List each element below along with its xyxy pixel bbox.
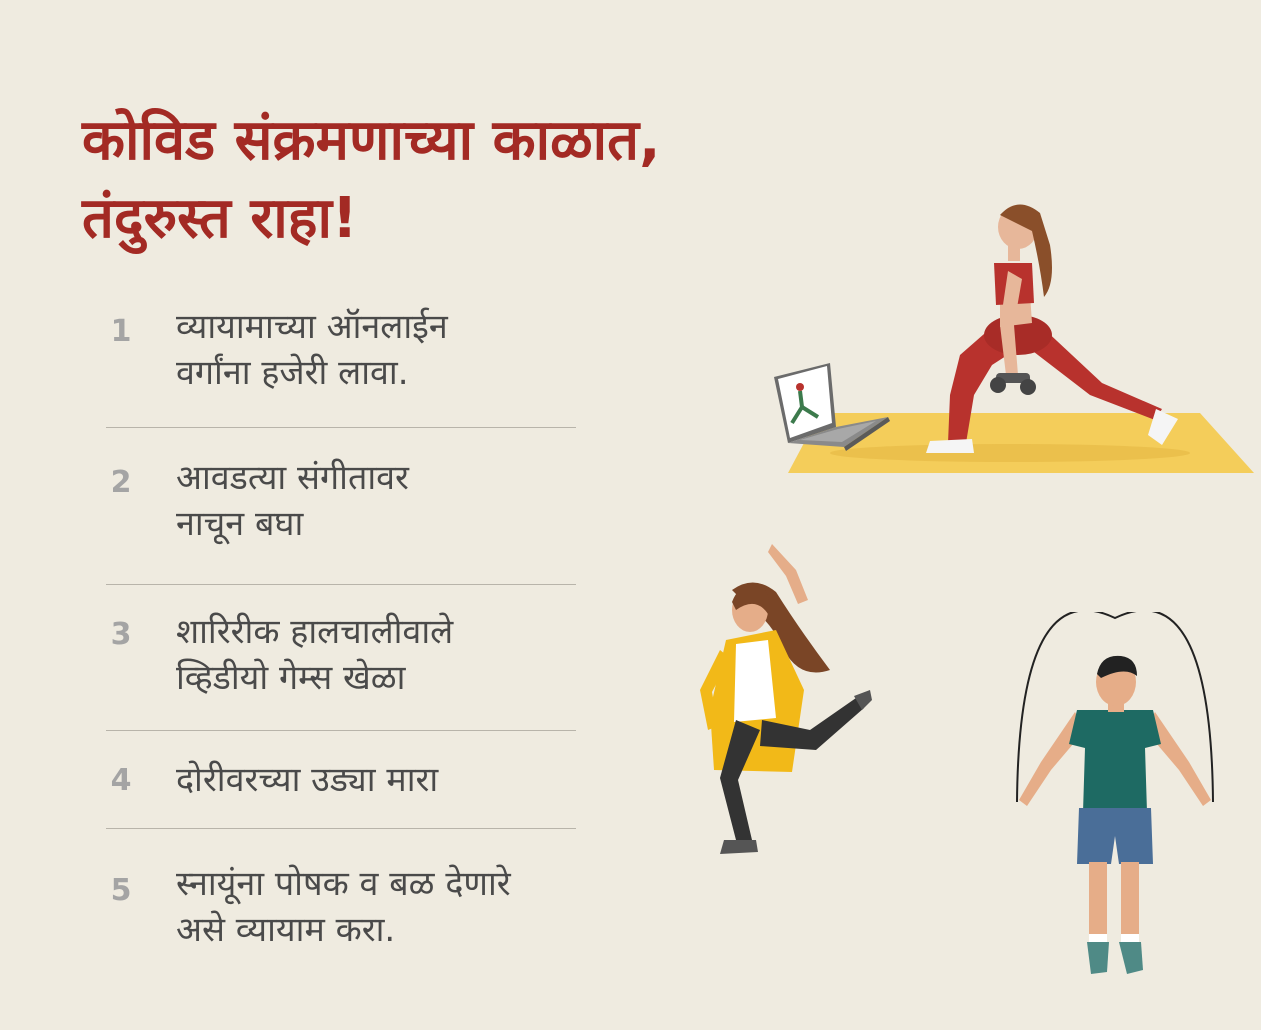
tip-text: [176, 861, 586, 953]
tip-text: [176, 304, 586, 396]
tip-item-1: [106, 300, 576, 428]
tip-item-4: [106, 731, 576, 829]
dancing-woman-icon: [680, 540, 875, 870]
tip-item-3: [106, 585, 576, 731]
title-line-1: कोविड संक्रमणाच्या काळात,: [82, 108, 661, 173]
tip-item-5: [106, 829, 576, 959]
tip-text-line-1: स्नायूंना पोषक व बळ देणारे: [176, 864, 511, 904]
tip-text-line-1: आवडत्या संगीतावर: [176, 458, 409, 498]
tip-number: 5: [110, 873, 132, 908]
tip-text-line-1: व्यायामाच्या ऑनलाईन: [176, 307, 448, 347]
tips-list: [106, 300, 576, 959]
yoga-mat: [788, 413, 1254, 473]
tip-number: 3: [110, 617, 132, 652]
tip-text-line-2: वर्गांना हजेरी लावा.: [176, 353, 409, 393]
tip-text-line-2: नाचून बघा: [176, 504, 304, 544]
tip-number: 4: [110, 763, 132, 798]
tip-text-line-1: दोरीवरच्या उड्या मारा: [176, 760, 439, 800]
tip-text-line-1: शारिरीक हालचालीवाले: [176, 612, 454, 652]
man-jump-rope-icon: [1005, 612, 1225, 982]
lunge-woman-icon: [760, 195, 1260, 485]
tip-item-2: [106, 428, 576, 585]
tip-number: 1: [110, 314, 132, 349]
tip-text-line-2: असे व्यायाम करा.: [176, 910, 396, 950]
tip-text: [176, 757, 586, 803]
title-line-2: तंदुरुस्त राहा!: [82, 186, 358, 251]
tip-number: 2: [110, 465, 132, 500]
tip-text: [176, 455, 586, 547]
tip-text-line-2: व्हिडीयो गेम्स खेळा: [176, 658, 406, 698]
tip-text: [176, 609, 586, 701]
